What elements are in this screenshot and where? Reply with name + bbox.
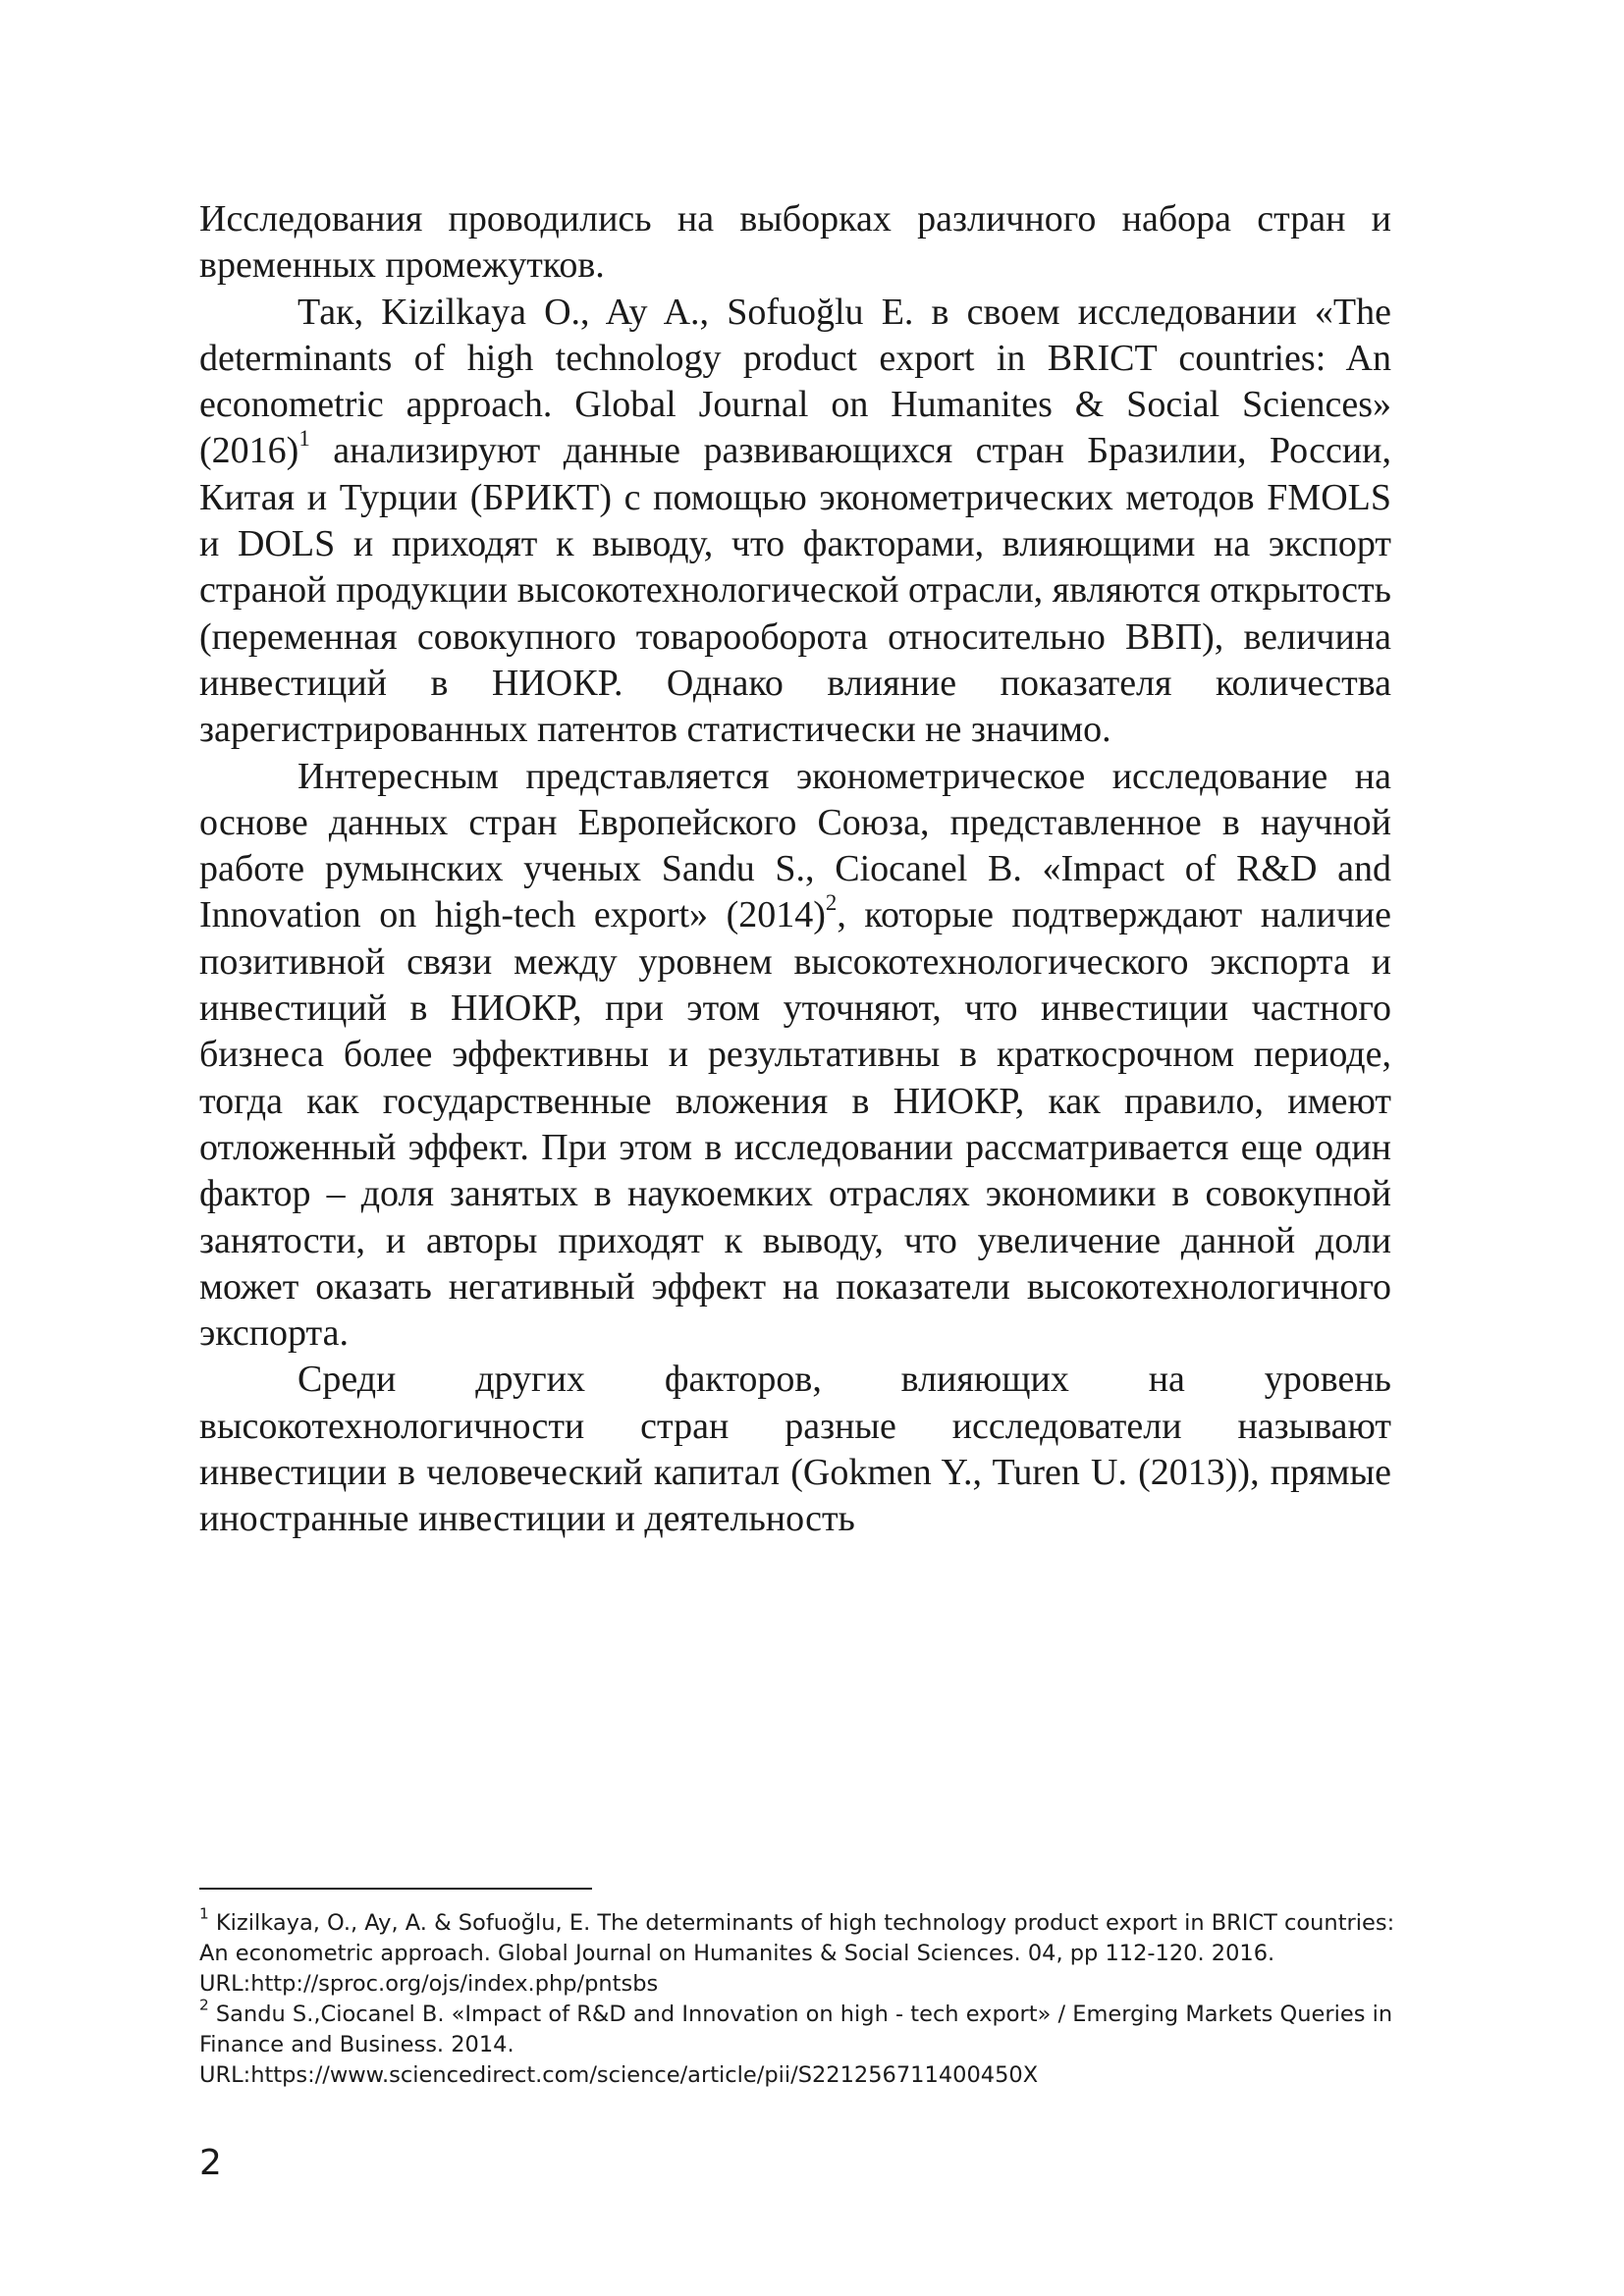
footnote-ref-1[interactable]: 1 [298,426,310,452]
footnote-2-url-link[interactable]: URL:https://www.sciencedirect.com/science/article/pii/S221256711400450X [199,2062,1039,2088]
paragraph-3-text-end: , которые подтверждают наличие позитивной связи между уровнем высокотехнологического экспорта и инвестиций в НИОКР, при этом уточняют, что инвестиции частного бизнеса более эффективны и результативны в краткосрочном периоде, тогда как государственные вложения в НИОКР, как правило, имеют отложенный эффект. При этом в исследовании рассматривается еще один фактор – доля занятых в наукоемких отраслях экономики в совокупной занятости, и авторы приходят к выводу, что увеличение данной доли может оказать негативный эффект на показатели высокотехнологичного экспорта. [199,894,1391,1355]
paragraph-4 [199,1357,1391,1542]
page-number: 2 [199,2143,222,2183]
paragraph-2-text-start: Так, Kizilkaya O., Ay A., Sofuoğlu E. в своем исследовании «The determinants of high technology product export in BRICT countries: An econometric approach. Global Journal on Humanites & Social Sciences» (2016) [199,291,1391,472]
footnote-2-mark: 2 [199,1996,209,2014]
footnote-2-text: Sandu S.,Ciocanel B. «Impact of R&D and Innovation on high - tech export» / Emerging Markets Queries in Finance and Business. 2014. [199,2002,1393,2057]
paragraph-1-text: Исследования проводились на выборках различного набора стран и временных промежутков. [199,198,1391,287]
paragraph-4-text: Среди других факторов, влияющих на уровень высокотехнологичности стран разные исследователи называют инвестиции в человеческий капитал (Gokmen Y., Turen U. (2013)), прямые иностранные инвестиции и деятельность [199,1359,1391,1540]
footnote-1-text: Kizilkaya, O., Ay, A. & Sofuoğlu, E. The determinants of high technology product export in BRICT countries: An econometric approach. Global Journal on Humanites & Social Sciences. 04, pp 112-120. 2016. URL:http://sproc.org/ojs/index.php/pntsbs [199,1910,1395,1997]
footnote-1 [199,1904,1427,2000]
body-text [199,196,1391,1543]
footnote-2-url [199,2060,1427,2091]
paragraph-3-text-start: Интересным представляется эконометрическое исследование на основе данных стран Европейского Союза, представленное в научной работе румынских ученых Sandu S., Ciocanel B. «Impact of R&D and Innovation on high-tech export» (2014) [199,755,1391,936]
footnote-separator [199,1888,592,1890]
paragraph-2 [199,290,1391,754]
footnote-2 [199,1996,1427,2060]
paragraph-1 [199,196,1391,290]
footnote-ref-2[interactable]: 2 [825,890,838,916]
paragraph-3 [199,754,1391,1358]
paragraph-2-text-end: анализируют данные развивающихся стран Бразилии, России, Китая и Турции (БРИКТ) с помощью эконометрических методов FMOLS и DOLS и приходят к выводу, что факторами, влияющими на экспорт страной продукции высокотехнологической отрасли, являются открытость (переменная совокупного товарооборота относительно ВВП), величина инвестиций в НИОКР. Однако влияние показателя количества зарегистрированных патентов статистически не значимо. [199,430,1391,751]
footnote-1-mark: 1 [199,1904,209,1923]
footnotes [199,1904,1427,2091]
